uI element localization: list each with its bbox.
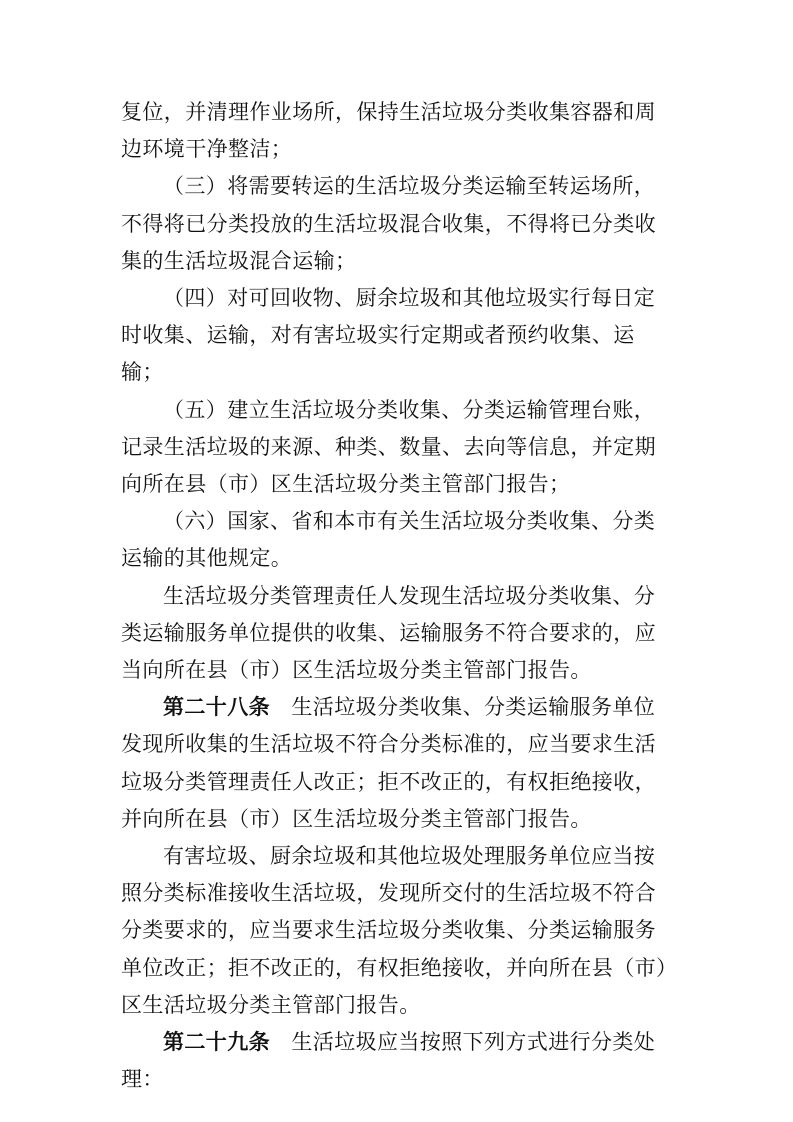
- paragraph-text: 有害垃圾、厨余垃圾和其他垃圾处理服务单位应当按照分类标准接收生活垃圾，发现所交付的生活垃圾不符合分类要求的，应当要求生活垃圾分类收集、分类运输服务单位改正；拒不改正的，有权拒绝接收，并向所在县（市）区生活垃圾分类主管部门报告。: [121, 844, 667, 1017]
- paragraph: [121, 168, 673, 280]
- paragraph-text: 生活垃圾分类管理责任人发现生活垃圾分类收集、分类运输服务单位提供的收集、运输服务不符合要求的，应当向所在县（市）区生活垃圾分类主管部门报告。: [121, 583, 656, 683]
- paragraph: [121, 838, 673, 1024]
- paragraph: [121, 280, 673, 392]
- paragraph-text: 复位，并清理作业场所，保持生活垃圾分类收集容器和周边环境干净整洁；: [121, 100, 656, 162]
- paragraph: [121, 689, 673, 838]
- paragraph: [121, 1024, 673, 1098]
- paragraph-text: （五）建立生活垃圾分类收集、分类运输管理台账，记录生活垃圾的来源、种类、数量、去向等信息，并定期向所在县（市）区生活垃圾分类主管部门报告；: [121, 397, 656, 497]
- paragraph-text: （三）将需要转运的生活垃圾分类运输至转运场所，不得将已分类投放的生活垃圾混合收集，不得将已分类收集的生活垃圾混合运输；: [121, 174, 656, 273]
- paragraph-text: 生活垃圾应当按照下列方式进行分类处理：: [121, 1030, 656, 1092]
- paragraph-text: （四）对可回收物、厨余垃圾和其他垃圾实行每日定时收集、运输，对有害垃圾实行定期或者预约收集、运输；: [121, 286, 656, 385]
- paragraph: [121, 94, 673, 168]
- paragraph: [121, 578, 673, 690]
- article-number: 第二十九条: [163, 1030, 270, 1055]
- article-number: 第二十八条: [163, 695, 270, 720]
- paragraph-text: （六）国家、省和本市有关生活垃圾分类收集、分类运输的其他规定。: [121, 509, 656, 571]
- paragraph-text: 生活垃圾分类收集、分类运输服务单位发现所收集的生活垃圾不符合分类标准的，应当要求生活垃圾分类管理责任人改正；拒不改正的，有权拒绝接收，并向所在县（市）区生活垃圾分类主管部门报告。: [121, 695, 656, 831]
- document-body: [121, 94, 673, 1098]
- paragraph: [121, 392, 673, 504]
- paragraph: [121, 503, 673, 577]
